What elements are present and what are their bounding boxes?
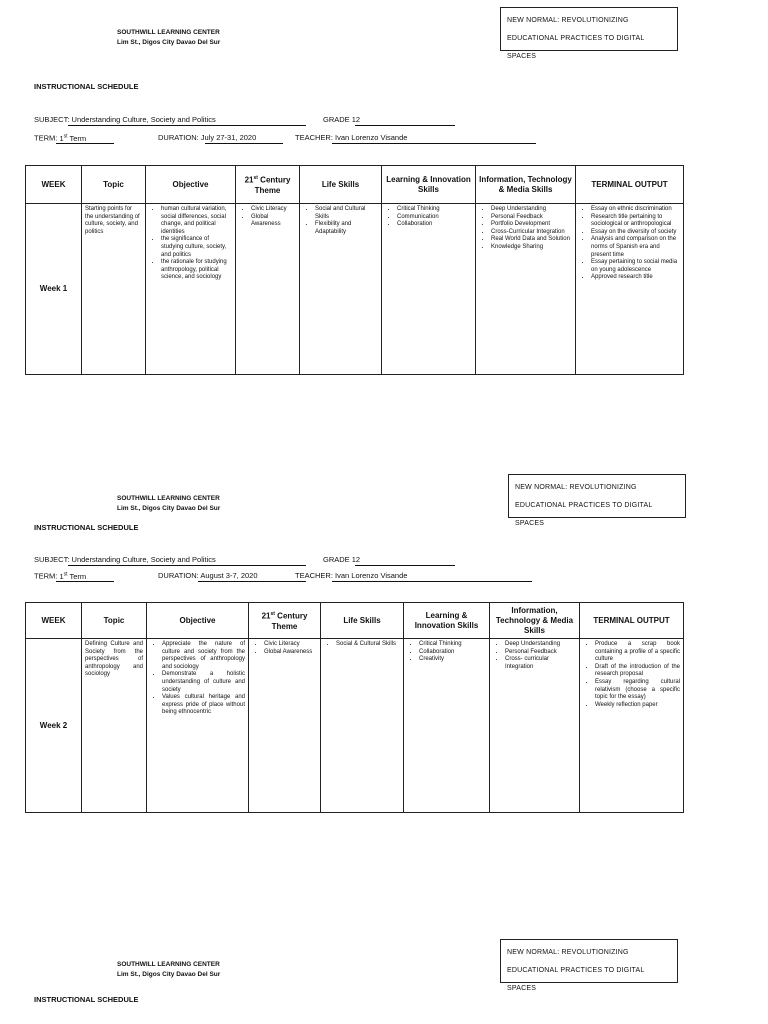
- term-underline: [56, 581, 114, 582]
- header-learning-skills: Learning & Innovation Skills: [382, 166, 476, 204]
- header-century-theme: 21st Century Theme: [236, 166, 300, 204]
- schedule-title: INSTRUCTIONAL SCHEDULE: [34, 523, 139, 532]
- subject-label: SUBJECT:: [34, 555, 70, 564]
- century-cell: • Civic Literacy • Global Awareness: [249, 639, 321, 813]
- subject-underline: [68, 565, 306, 566]
- duration-value: August 3-7, 2020: [200, 571, 258, 580]
- duration-value: July 27-31, 2020: [200, 133, 257, 142]
- header-topic: Topic: [82, 166, 146, 204]
- output-cell: • Essay on ethnic discrimination • Research title pertaining to sociological or anthropological • Essay on the diversity of society • Analysis and comparison on the norms of Spanish era and present time • Essay pertaining to social media on young adolescence • Approved research title: [576, 204, 684, 375]
- banner-line1: NEW NORMAL: REVOLUTIONIZING: [515, 484, 637, 491]
- duration-label: DURATION:: [158, 133, 199, 142]
- subject-value: Understanding Culture, Society and Politics: [71, 115, 216, 124]
- info-cell: • Deep Understanding • Personal Feedback • Portfolio Development • Cross-Curricular Integration • Real World Data and Solution • Knowledge Sharing: [476, 204, 576, 375]
- header-week: WEEK: [26, 603, 82, 639]
- grade-label: GRADE 12: [323, 115, 361, 124]
- week-cell: Week 1: [26, 204, 82, 375]
- output-cell: • Produce a scrap book containing a profile of a specific culture • Draft of the introduction of the research proposal • Essay regarding cultural relativism (choose a specific topic for the essay) • Weekly reflection paper: [580, 639, 684, 813]
- teacher-underline: [332, 143, 536, 144]
- schedule-table-week1: [25, 165, 684, 375]
- grade-label: GRADE 12: [323, 555, 361, 564]
- duration-line: [158, 571, 258, 580]
- objective-cell: • Appreciate the nature of culture and society from the perspectives of anthropology and sociology • Demonstrate a holistic understanding of culture and society • Values cultural heritage and express pride of place without being ethnocentric: [147, 639, 249, 813]
- century-cell: • Civic Literacy • Global Awareness: [236, 204, 300, 375]
- teacher-line: [295, 571, 407, 580]
- teacher-underline: [332, 581, 532, 582]
- learning-cell: • Critical Thinking • Collaboration • Creativity: [404, 639, 490, 813]
- term-label: TERM:: [34, 571, 58, 581]
- banner-line2: EDUCATIONAL PRACTICES TO DIGITAL SPACES: [515, 502, 653, 527]
- banner-line1: NEW NORMAL: REVOLUTIONIZING: [507, 17, 629, 24]
- header-century-theme: 21st Century Theme: [249, 603, 321, 639]
- header-terminal-output: TERMINAL OUTPUT: [580, 603, 684, 639]
- topic-cell: Defining Culture and Society from the perspectives of anthropology and sociology: [82, 639, 147, 813]
- subject-underline: [68, 125, 306, 126]
- banner-line2: EDUCATIONAL PRACTICES TO DIGITAL SPACES: [507, 967, 645, 992]
- header-objective: Objective: [147, 603, 249, 639]
- school-header: [117, 494, 220, 514]
- term-underline: [56, 143, 114, 144]
- banner-line1: NEW NORMAL: REVOLUTIONIZING: [507, 949, 629, 956]
- teacher-value: Ivan Lorenzo Visande: [335, 133, 408, 142]
- duration-underline: [205, 143, 283, 144]
- header-topic: Topic: [82, 603, 147, 639]
- header-life-skills: Life Skills: [300, 166, 382, 204]
- life-cell: • Social & Cultural Skills: [321, 639, 404, 813]
- subject-line: [34, 555, 216, 564]
- header-objective: Objective: [146, 166, 236, 204]
- term-label: TERM:: [34, 133, 58, 143]
- life-cell: • Social and Cultural Skills • Flexibility and Adaptability: [300, 204, 382, 375]
- term-line: [34, 571, 86, 581]
- grade-underline: [355, 565, 455, 566]
- banner-line2: EDUCATIONAL PRACTICES TO DIGITAL SPACES: [507, 35, 645, 60]
- subject-value: Understanding Culture, Society and Politics: [71, 555, 216, 564]
- grade-underline: [355, 125, 455, 126]
- week-cell: Week 2: [26, 639, 82, 813]
- school-name: SOUTHWILL LEARNING CENTER: [117, 961, 220, 968]
- learning-cell: • Critical Thinking • Communication • Collaboration: [382, 204, 476, 375]
- header-week: WEEK: [26, 166, 82, 204]
- teacher-label: TEACHER:: [295, 133, 333, 142]
- schedule-table-week2: [25, 602, 684, 813]
- objective-cell: • human cultural variation, social differences, social change, and political identities • the significance of studying culture, society, and politics • the rationale for studying anthropology, political science, and sociology: [146, 204, 236, 375]
- duration-underline: [198, 581, 306, 582]
- term-value: 1st Term: [59, 133, 87, 143]
- banner-box: [508, 474, 686, 527]
- term-value: 1st Term: [59, 571, 87, 581]
- school-name: SOUTHWILL LEARNING CENTER: [117, 29, 220, 36]
- schedule-title: INSTRUCTIONAL SCHEDULE: [34, 995, 139, 1004]
- schedule-title: INSTRUCTIONAL SCHEDULE: [34, 82, 139, 91]
- header-info-skills: Information, Technology & Media Skills: [476, 166, 576, 204]
- teacher-line: [295, 133, 407, 142]
- info-cell: • Deep Understanding • Personal Feedback • Cross- curricular Integration: [490, 639, 580, 813]
- topic-cell: Starting points for the understanding of culture, society, and politics: [82, 204, 146, 375]
- banner-box: [500, 7, 678, 60]
- school-header: [117, 28, 220, 48]
- subject-line: [34, 115, 216, 124]
- subject-label: SUBJECT:: [34, 115, 70, 124]
- school-address: Lim St., Digos City Davao Del Sur: [117, 39, 221, 46]
- school-header: [117, 960, 220, 980]
- duration-line: [158, 133, 256, 142]
- teacher-value: Ivan Lorenzo Visande: [335, 571, 408, 580]
- header-info-skills: Information, Technology & Media Skills: [490, 603, 580, 639]
- teacher-label: TEACHER:: [295, 571, 333, 580]
- term-line: [34, 133, 86, 143]
- duration-label: DURATION:: [158, 571, 199, 580]
- header-terminal-output: TERMINAL OUTPUT: [576, 166, 684, 204]
- banner-box: [500, 939, 678, 992]
- school-address: Lim St., Digos City Davao Del Sur: [117, 505, 221, 512]
- header-life-skills: Life Skills: [321, 603, 404, 639]
- school-address: Lim St., Digos City Davao Del Sur: [117, 971, 221, 978]
- header-learning-skills: Learning & Innovation Skills: [404, 603, 490, 639]
- school-name: SOUTHWILL LEARNING CENTER: [117, 495, 220, 502]
